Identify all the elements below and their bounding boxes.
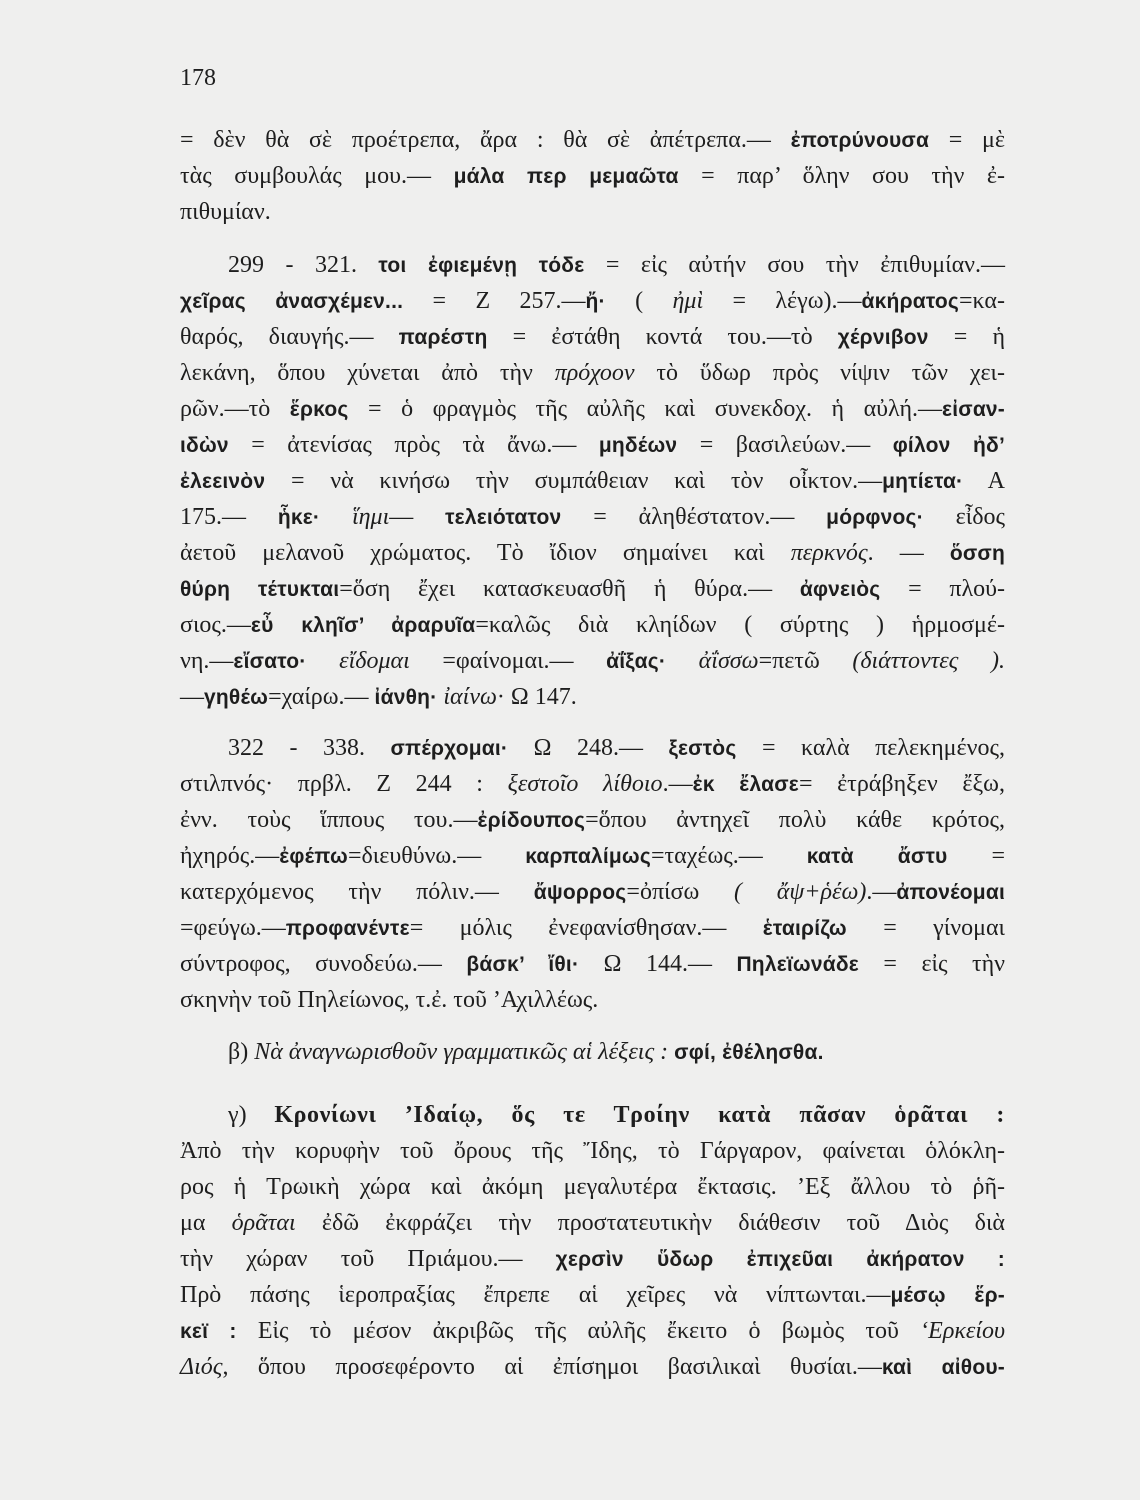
text-run: = δὲν θὰ σὲ προέτρεπα, ἄρα : θὰ σὲ ἀπέτρεπα.— [180, 127, 791, 153]
text-run: =πετῶ [758, 648, 853, 674]
text-line [180, 982, 1005, 1018]
text-line [180, 499, 1005, 535]
italic-text: ἀΐσσω [698, 648, 759, 674]
text-run: ( [605, 288, 673, 314]
bold-term: ἤ· [585, 290, 606, 313]
bold-term: ἀπονέομαι [896, 881, 1005, 904]
bold-term: ἐλεεινὸν [180, 470, 266, 493]
italic-text: πρόχοον [554, 360, 635, 386]
text-run: = γίνομαι [846, 915, 1005, 941]
italic-text: ὁρᾶται [231, 1210, 296, 1236]
text-run: νη.— [180, 648, 234, 674]
bold-term: φίλον ἠδ’ [892, 434, 1005, 457]
text-run: ἀετοῦ μελανοῦ χρώματος. Τὸ ἴδιον σημαίνει καὶ [180, 540, 791, 566]
text-run: εἶδος [923, 504, 1006, 530]
text-run: σύντροφος, συνοδεύω.— [180, 951, 467, 977]
page-number: 178 [180, 65, 216, 91]
bold-term: χέρνιβον [837, 326, 929, 349]
italic-text: Νὰ ἀναγνωρισθοῦν γραμματικῶς αἱ λέξεις : [254, 1039, 675, 1065]
text-line [180, 194, 1005, 230]
text-run: =κα- [959, 288, 1005, 314]
bold-term: ἀκήρατος [861, 290, 959, 313]
text-line [180, 1313, 1005, 1349]
paragraph-continuation [180, 122, 1005, 230]
text-run: στιλπνός· πρβλ. Ζ 244 : [180, 771, 508, 797]
text-line [180, 158, 1005, 194]
text-run: Ω 248.— [508, 735, 669, 761]
italic-text: (διάττοντες ). [852, 648, 1005, 674]
bold-term: ἐκ ἔλασε [692, 773, 799, 796]
bold-term: ἀΐξας· [606, 650, 699, 673]
bold-term: Πηλεϊωνάδε [736, 953, 859, 976]
text-run: = πλού- [880, 576, 1005, 602]
text-line [180, 766, 1005, 802]
text-run: 175.— [180, 504, 278, 530]
text-line [180, 1277, 1005, 1313]
text-line [180, 643, 1005, 679]
text-run: 299 - 321. [228, 252, 379, 278]
text-run: = νὰ κινήσω τὴν συμπάθειαν καὶ τὸν οἶκτον.— [265, 468, 883, 494]
text-run: =ὀπίσω [626, 879, 735, 905]
bold-term: σφί, ἐθέλησθα. [674, 1041, 824, 1064]
text-run: =ὅση ἔχει κατασκευασθῆ ἡ θύρα.— [339, 576, 800, 602]
paragraph-verses-299-321 [180, 247, 1005, 715]
bold-term: προφανέντε [285, 917, 410, 940]
text-run: = παρ’ ὅλην σου τὴν ἐ- [678, 163, 1005, 189]
bold-term: ἑταιρίζω [762, 917, 847, 940]
text-line [180, 1169, 1005, 1205]
bold-term: μόρφνος· [826, 506, 924, 529]
bold-term: ἰάνθη· [374, 686, 444, 709]
italic-text: Διός [180, 1354, 223, 1380]
text-run: = ὁ φραγμὸς τῆς αὐλῆς καὶ συνεκδοχ. ἡ αὐλή.— [348, 396, 943, 422]
bold-term: Κρονίωνι ’Ιδαίῳ, ὅς τε Τροίην κατὰ πᾶσαν ὁρᾶται : [274, 1102, 1005, 1128]
text-line [180, 535, 1005, 571]
bold-term: ὅσση [949, 542, 1006, 565]
text-run: κατερχόμενος τὴν πόλιν.— [180, 879, 534, 905]
bold-term: χερσὶν ὕδωρ ἐπιχεῦαι ἀκήρατον : [555, 1248, 1005, 1271]
bold-term: ἄψορρος [533, 881, 627, 904]
text-line [180, 391, 1005, 427]
text-run: = εἰς τὴν [858, 951, 1006, 977]
text-run: ἐδῶ ἐκφράζει τὴν προστατευτικὴν διάθεσιν τοῦ Διὸς διὰ [295, 1210, 1005, 1236]
bold-term: κεϊ : [180, 1320, 237, 1343]
text-run: , ὅπου προσεφέροντο αἱ ἐπίσημοι βασιλικαὶ θυσίαι.— [222, 1354, 882, 1380]
text-run: 322 - 338. [228, 735, 391, 761]
text-run: — [389, 504, 446, 530]
text-run: μα [180, 1210, 232, 1236]
text-run: .— [662, 771, 693, 797]
text-run: = εἰς αὐτήν σου τὴν ἐπιθυμίαν.— [584, 252, 1005, 278]
bold-term: ἀφνειὸς [799, 578, 881, 601]
text-run: θαρός, διαυγής.— [180, 324, 399, 350]
text-run: =ὅπου ἀντηχεῖ πολὺ κάθε κρότος, [585, 807, 1006, 833]
text-line [180, 910, 1005, 946]
text-run: = ἐστάθη κοντά του.—τὸ [487, 324, 838, 350]
text-run: = ἀληθέστατον.— [561, 504, 827, 530]
text-run: =φαίνομαι.— [409, 648, 607, 674]
text-run: =ταχέως.— [650, 843, 807, 869]
text-run: =καλῶς διὰ κληίδων ( σύρτης ) ἡρμοσμέ- [475, 612, 1005, 638]
italic-text: περκνός [790, 540, 868, 566]
text-run: = βασιλεύων.— [677, 432, 893, 458]
text-run: = μόλις ἐνεφανίσθησαν.— [409, 915, 763, 941]
bold-term: βάσκ’ ἴθι· [466, 953, 580, 976]
text-line [180, 802, 1005, 838]
bold-term: παρέστη [398, 326, 488, 349]
exercise-gamma [180, 1097, 1005, 1385]
text-line [180, 571, 1005, 607]
text-run: · Ω 147. [496, 684, 577, 710]
text-run: = ἐτράβηξεν ἔξω, [798, 771, 1005, 797]
italic-text: ἵημι [351, 504, 390, 530]
text-run: . — [867, 540, 950, 566]
text-run: ρος ἡ Τρωικὴ χώρα καὶ ἀκόμη μεγαλυτέρα ἔκτασις. ’Εξ ἄλλου τὸ ῥῆ- [180, 1174, 1005, 1200]
bold-term: μάλα περ μεμαῶτα [453, 165, 679, 188]
text-run: = ἀτενίσας πρὸς τὰ ἄνω.— [228, 432, 599, 458]
text-run: πιθυμίαν. [180, 199, 271, 225]
bold-term: ἕρκος [289, 398, 349, 421]
bold-term: ιδὼν [180, 434, 229, 457]
italic-text: ξεστοῖο λίθοιο [507, 771, 663, 797]
text-run: β) [228, 1039, 255, 1065]
bold-term: σπέρχομαι· [390, 737, 509, 760]
text-run: ἐνν. τοὺς ἵππους του.— [180, 807, 478, 833]
text-run: σκηνὴν τοῦ Πηλείωνος, τ.ἐ. τοῦ ’Αχιλλέως. [180, 987, 599, 1013]
text-run: ρῶν.—τὸ [180, 396, 290, 422]
text-line [180, 679, 1005, 715]
bold-term: μητίετα· [882, 470, 964, 493]
bold-term: τοι ἐφιεμένῃ τόδε [378, 254, 585, 277]
text-line [180, 283, 1005, 319]
text-run: = ἡ [928, 324, 1005, 350]
italic-text: ἰαίνω [443, 684, 497, 710]
text-run: Εἰς τὸ μέσον ἀκριβῶς τῆς αὐλῆς ἔκειτο ὁ βωμὸς τοῦ [236, 1318, 921, 1344]
text-line [180, 1097, 1005, 1133]
bold-term: μηδέων [598, 434, 678, 457]
text-line [180, 607, 1005, 643]
text-line [180, 1349, 1005, 1385]
bold-term: χεῖρας ἀνασχέμεν... [180, 290, 404, 313]
text-line [180, 247, 1005, 283]
text-run: =φεύγω.— [180, 915, 286, 941]
bold-term: ἐποτρύνουσα [790, 129, 930, 152]
text-run: = καλὰ πελεκημένος, [736, 735, 1005, 761]
text-line [180, 1241, 1005, 1277]
bold-term: ἐρίδουπος [477, 809, 586, 832]
text-run: Α [963, 468, 1005, 494]
bold-term: ξεστὸς [668, 737, 737, 760]
text-run: τὴν χώραν τοῦ Πριάμου.— [180, 1246, 556, 1272]
text-run: =χαίρω.— [268, 684, 375, 710]
text-line [180, 1205, 1005, 1241]
italic-text: εἴδομαι [339, 648, 410, 674]
bold-term: θύρη τέτυκται [180, 578, 340, 601]
italic-text: ( ἄψ+ῥέω) [734, 879, 867, 905]
text-line [180, 355, 1005, 391]
text-run: τὸ ὕδωρ πρὸς νίψιν τῶν χει- [634, 360, 1005, 386]
bold-term: εἴσατο· [233, 650, 340, 673]
text-line [180, 874, 1005, 910]
text-line [180, 1133, 1005, 1169]
text-line [180, 122, 1005, 158]
text-run: Ω 144.— [579, 951, 737, 977]
exercise-beta [180, 1034, 1005, 1070]
text-run: — [180, 684, 204, 710]
text-run: λεκάνη, ὅπου χύνεται ἀπὸ τὴν [180, 360, 555, 386]
text-line [180, 1034, 1005, 1070]
text-line [180, 427, 1005, 463]
text-run: ἠχηρός.— [180, 843, 280, 869]
text-line [180, 946, 1005, 982]
italic-text: ἠμὶ [672, 288, 704, 314]
bold-term: μέσῳ ἕρ- [890, 1284, 1005, 1307]
text-line [180, 463, 1005, 499]
paragraph-verses-322-338 [180, 730, 1005, 1018]
text-run: Πρὸ πάσης ἱεροπραξίας ἔπρεπε αἱ χεῖρες νὰ νίπτωνται.— [180, 1282, 891, 1308]
bold-term: γηθέω [204, 686, 269, 709]
text-run: τὰς συμβουλάς μου.— [180, 163, 454, 189]
text-run: = μὲ [929, 127, 1005, 153]
text-run: Ἀπὸ τὴν κορυφὴν τοῦ ὄρους τῆς Ἴδης, τὸ Γάργαρον, φαίνεται ὁλόκλη- [180, 1138, 1005, 1164]
text-line [180, 319, 1005, 355]
text-run: γ) [228, 1102, 275, 1128]
bold-term: ἧκε· [277, 506, 352, 529]
bold-term: καρπαλίμως [525, 845, 651, 868]
text-run: σιος.— [180, 612, 251, 638]
bold-term: κατὰ ἄστυ [806, 845, 948, 868]
text-run: .— [866, 879, 897, 905]
bold-term: εὖ κληῖσ’ ἀραρυῖα [250, 614, 476, 637]
bold-term: ἐφέπω [279, 845, 348, 868]
text-run: = λέγω).— [703, 288, 862, 314]
bold-term: τελειότατον [445, 506, 562, 529]
text-run: = [947, 843, 1005, 869]
italic-text: ‘Ερκείου [920, 1318, 1006, 1344]
bold-term: εἰσαν- [942, 398, 1005, 421]
text-line [180, 730, 1005, 766]
text-line [180, 838, 1005, 874]
text-run: =διευθύνω.— [347, 843, 526, 869]
text-run: = Ζ 257.— [403, 288, 586, 314]
bold-term: καὶ αἰθου- [881, 1356, 1005, 1379]
